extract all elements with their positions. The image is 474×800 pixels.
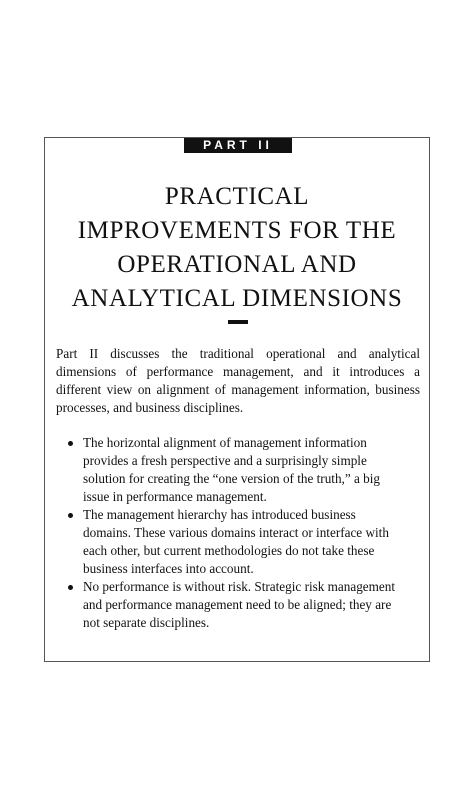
part-label: PART II [184, 138, 292, 153]
list-item-text: No performance is without risk. Strategic risk management and performance management need to be aligned; they are not separate disciplines. [83, 579, 396, 630]
list-item [66, 506, 406, 578]
list-item-text: The horizontal alignment of management information provides a fresh perspective and a surprisingly simple solution for creating the “one version of the truth,” a big issue in performance management. [83, 435, 380, 504]
intro-paragraph: Part II discusses the traditional operational and analytical dimensions of performance management, and it introduces a different view on alignment of management information, business processes, and business disciplines. [56, 346, 420, 415]
list-item [66, 434, 406, 506]
bullet-icon [68, 513, 73, 518]
bullet-icon [68, 585, 73, 590]
bullet-icon [68, 441, 73, 446]
title-line: OPERATIONAL AND [117, 251, 357, 278]
title-line: PRACTICAL [164, 183, 310, 210]
title-divider [228, 320, 248, 324]
title-line: IMPROVEMENTS FOR THE [77, 217, 397, 244]
list-item-text: The management hierarchy has introduced business domains. These various domains interact or interface with each other, but current methodologies do not take these business interfaces into account. [83, 507, 389, 576]
page-title [44, 180, 430, 316]
list-item [66, 578, 406, 632]
title-line: ANALYTICAL DIMENSIONS [71, 285, 403, 312]
bullet-list [66, 434, 406, 632]
